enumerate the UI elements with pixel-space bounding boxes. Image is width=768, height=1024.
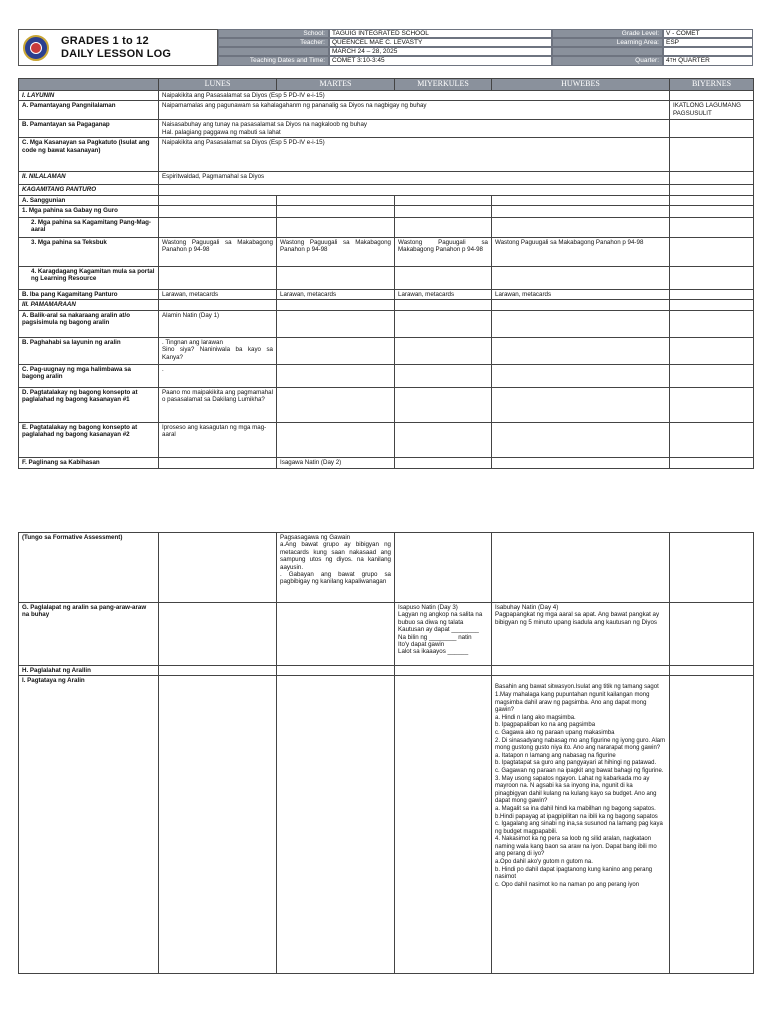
row-label: II. NILALAMAN [19, 172, 159, 185]
dates-label-spacer [218, 47, 329, 56]
row-balik-aral [19, 310, 754, 337]
row-paglinang [19, 457, 754, 468]
row-label: 1. Mga pahina sa Gabay ng Guro [19, 206, 159, 218]
row-gabay-ng-guro [19, 206, 754, 218]
formative-martes: Pagsasagawa ng Gawain a.Ang bawat grupo ay bibigyan ng metacards kung saan nakasaad ang sampung utos ng diyos. na kanilang aayusin. . Gabayan ang bawat grupo sa pagbibigay ng kanilang kapaliwanagan [277, 533, 395, 603]
row-paglalapat [19, 603, 754, 666]
iba-lunes: Larawan, metacards [159, 290, 277, 300]
row-kagamitang-pang-mag-aaral [19, 218, 754, 238]
grade-value: V - COMET [663, 29, 753, 38]
pagtatalakay-1-lunes: Paano mo maipakikita ang pagmamahal o pasasalamat sa Dakilang Lumikha? [159, 387, 277, 422]
row-label: 2. Mga pahina sa Kagamitang Pang-Mag-aaral [19, 218, 159, 238]
row-pagtataya [19, 676, 754, 974]
row-karagdagang-kagamitan [19, 267, 754, 290]
area-value: ESP [663, 38, 753, 47]
lesson-log-table-page-1 [18, 78, 754, 469]
row-layunin [19, 91, 754, 101]
row-kasanayan [19, 138, 754, 172]
iba-huwebes: Larawan, metacards [492, 290, 670, 300]
teksbuk-huwebes: Wastong Paguugali sa Makabagong Panahon p 94-98 [492, 238, 670, 267]
row-nilalaman [19, 172, 754, 185]
school-label: School: [218, 29, 329, 38]
grade-label: Grade Level: [552, 29, 663, 38]
day-header-martes: MARTES [277, 79, 395, 91]
row-label: A. Sanggunian [19, 195, 159, 205]
day-header-row [19, 79, 754, 91]
school-value: TAGUIG INTEGRATED SCHOOL [329, 29, 552, 38]
lesson-log-header [18, 29, 753, 66]
row-sanggunian [19, 195, 754, 205]
row-pamantayang-pangnilalaman [19, 101, 754, 120]
row-label: A. Balik-aral sa nakaraang aralin at/o pagsisimula ng bagong aralin [19, 310, 159, 337]
dates-label: Teaching Dates and Time: [218, 56, 329, 66]
row-content: Naipamamalas ang pagunawam sa kahalagahanm ng pananalig sa Diyos na nagbigay ng buhay [159, 101, 670, 120]
lesson-log-table-page-2 [18, 532, 754, 974]
row-label: I. LAYUNIN [19, 91, 159, 101]
row-content: Espiritwaldad, Pagmamahal sa Diyos [159, 172, 670, 185]
biyernes-cell [670, 91, 754, 101]
dates-value: MARCH 24 – 28, 2025 [329, 47, 552, 56]
day-header-huwebes: HUWEBES [492, 79, 670, 91]
paglalapat-miyerkules: Isapuso Natin (Day 3) Lagyan ng angkop na salita na bubuo sa diwa ng talata Kautusan ay dapat ________ Na bilin ng ________ natin Ito'y dapat gawin Lalot sa ikaaayos ______ [395, 603, 492, 666]
paglinang-martes: Isagawa Natin (Day 2) [277, 457, 395, 468]
row-pamamaraan [19, 300, 754, 310]
teksbuk-martes: Wastong Paguugali sa Makabagong Panahon p 94-98 [277, 238, 395, 267]
row-label: C. Mga Kasanayan sa Pagkatuto (Isulat ang code ng bawat kasanayan) [19, 138, 159, 172]
balik-aral-lunes: Alamin Natin (Day 1) [159, 310, 277, 337]
day-header-lunes: LUNES [159, 79, 277, 91]
row-content: Naipakikita ang Pasasalamat sa Diyos (Esp 5 PD-IV e-i-15) [159, 138, 670, 172]
row-pagtatalakay-1 [19, 387, 754, 422]
pagtataya-huwebes: Basahin ang bawat sitwasyon.Isulat ang titik ng tamang sagot 1.May mahalaga kang pupuntahan ngunit kailangan mong magsimba dahil araw ng pagsimba. Ano ang dapat mong gawin? a. Hindi n lang ako magsimba. b. Ipagpapaliban ko na ang pagsimba c. Gagawa ako ng paraan upang makasimba 2. Di sinasadyang nabasag mo ang figurine ng iyong guro. Alam mong gustong gusto niya ito. Ano ang nararapat mong gawin? a. Itatapon n lamang ang nabasag na figurine b. Ipagtatapat sa guro ang pangyayari at hihingi ng patawad. c. Gagawan ng paraan na ipagkit ang bawat bahagi ng figurine. 3. May usong sapatos ngayon. Lahat ng kabarkada mo ay mayroon na. N agsabi ka sa inyong ina, ngunit di ka pinagbigyan dahil kulang na kulang kayo sa budget. Ano ang dapat mong gawin? a. Magalit sa ina dahil hindi ka mabilhan ng bagong sapatos. b.Hindi papayag at ipagpipilitan na ibili ka ng bagong sapatos c. Igagalang ang sinabi ng ina,sa susunod na lamang pag kaya ng budget magpapabili. 4. Nakasimot ka ng pera sa loob ng silid aralan, nagkataon naming wala kang baon sa araw na iyon. Dapat bang ibili mo ang perang di iyo? a.Opo dahil ako'y gutom n gutom na. b. Hindi po dahil dapat ipagtanong kung kanino ang perang nasimot c. Opo dahil nasimot ko na naman po ang perang iyon [492, 676, 670, 974]
row-label: F. Paglinang sa Kabihasan [19, 457, 159, 468]
row-label: G. Paglalapat ng aralin sa pang-araw-araw na buhay [19, 603, 159, 666]
row-formative-continued [19, 533, 754, 603]
iba-miyerkules: Larawan, metacards [395, 290, 492, 300]
row-label: H. Paglalahat ng Arallin [19, 666, 159, 676]
biyernes-cell [670, 185, 754, 195]
pagtatalakay-2-lunes: Iproseso ang kasagutan ng mga mag-aaral [159, 422, 277, 457]
row-kagamitang-panturo [19, 185, 754, 195]
row-label: 4. Karagdagang Kagamitan mula sa portal ng Learning Resource [19, 267, 159, 290]
row-paglalahat [19, 666, 754, 676]
row-label: (Tungo sa Formative Assessment) [19, 533, 159, 603]
biyernes-cell [670, 120, 754, 138]
teksbuk-lunes: Wastong Paguugali sa Makabagong Panahon p 94-98 [159, 238, 277, 267]
corner-cell [19, 79, 159, 91]
title-line-2: DAILY LESSON LOG [61, 47, 172, 60]
row-label: B. Iba pang Kagamitang Panturo [19, 290, 159, 300]
quarter-spacer [663, 47, 753, 56]
biyernes-cell [670, 138, 754, 172]
row-paghahabi [19, 337, 754, 364]
row-content: Naipakikita ang Pasasalamat sa Diyos (Esp 5 PD-IV e-i-15) [159, 91, 670, 101]
teacher-value: QUEENCEL MAE C. LEVASTY [329, 38, 552, 47]
row-teksbuk [19, 238, 754, 267]
row-label: D. Pagtatalakay ng bagong konsepto at paglalahad ng bagong kasanayan #1 [19, 387, 159, 422]
area-label: Learning Area: [552, 38, 663, 47]
row-label: I. Pagtataya ng Aralin [19, 676, 159, 974]
biyernes-cell [670, 172, 754, 185]
row-label: 3. Mga pahina sa Teksbuk [19, 238, 159, 267]
row-label: A. Pamantayang Pangnilalaman [19, 101, 159, 120]
day-header-miyerkules: MIYERKULES [395, 79, 492, 91]
row-iba-pang-kagamitan [19, 290, 754, 300]
teacher-label: Teacher: [218, 38, 329, 47]
pag-uugnay-lunes: . [159, 364, 277, 387]
document-title [61, 35, 171, 61]
row-pamantayan-sa-pagganap [19, 120, 754, 138]
row-label: KAGAMITANG PANTURO [19, 185, 159, 195]
biyernes-cell: IKATLONG LAGUMANG PAGSUSULIT [670, 101, 754, 120]
row-label: B. Pamantayan sa Pagaganap [19, 120, 159, 138]
title-line-1: GRADES 1 to 12 [61, 34, 149, 47]
row-content: Naisasabuhay ang tunay na pasasalamat sa Diyos na nagkaloob ng buhay Hal. palagiang paggawa ng mabuti sa lahat [159, 120, 670, 138]
paglalapat-huwebes: Isabuhay Natin (Day 4) Pagpapangkat ng mga aaral sa apat. Ang bawat pangkat ay bibigyan ng 5 minuto upang isadula ang kautusan ng Diyos [492, 603, 670, 666]
row-label: III. PAMAMARAAN [19, 300, 159, 310]
row-pag-uugnay [19, 364, 754, 387]
row-content [159, 185, 670, 195]
iba-martes: Larawan, metacards [277, 290, 395, 300]
quarter-label: Quarter: [552, 56, 663, 66]
row-label: E. Pagtatalakay ng bagong konsepto at paglalahad ng bagong kasanayan #2 [19, 422, 159, 457]
row-label: C. Pag-uugnay ng mga halimbawa sa bagong aralin [19, 364, 159, 387]
quarter-label-spacer [552, 47, 663, 56]
day-header-biyernes: BIYERNES [670, 79, 754, 91]
row-label: B. Paghahabi sa layunin ng aralin [19, 337, 159, 364]
teksbuk-miyerkules: Wastong Paguugali sa Makabagong Panahon p 94-98 [395, 238, 492, 267]
header-info-grid [218, 29, 753, 66]
header-title-block [18, 29, 218, 66]
quarter-value: 4TH QUARTER [663, 56, 753, 66]
paghahabi-lunes: . Tingnan ang larawan Sino siya? Naniniwala ba kayo sa Kanya? [159, 337, 277, 364]
deped-seal-icon [23, 35, 49, 61]
row-pagtatalakay-2 [19, 422, 754, 457]
time-value: COMET 3:10-3:45 [329, 56, 552, 66]
